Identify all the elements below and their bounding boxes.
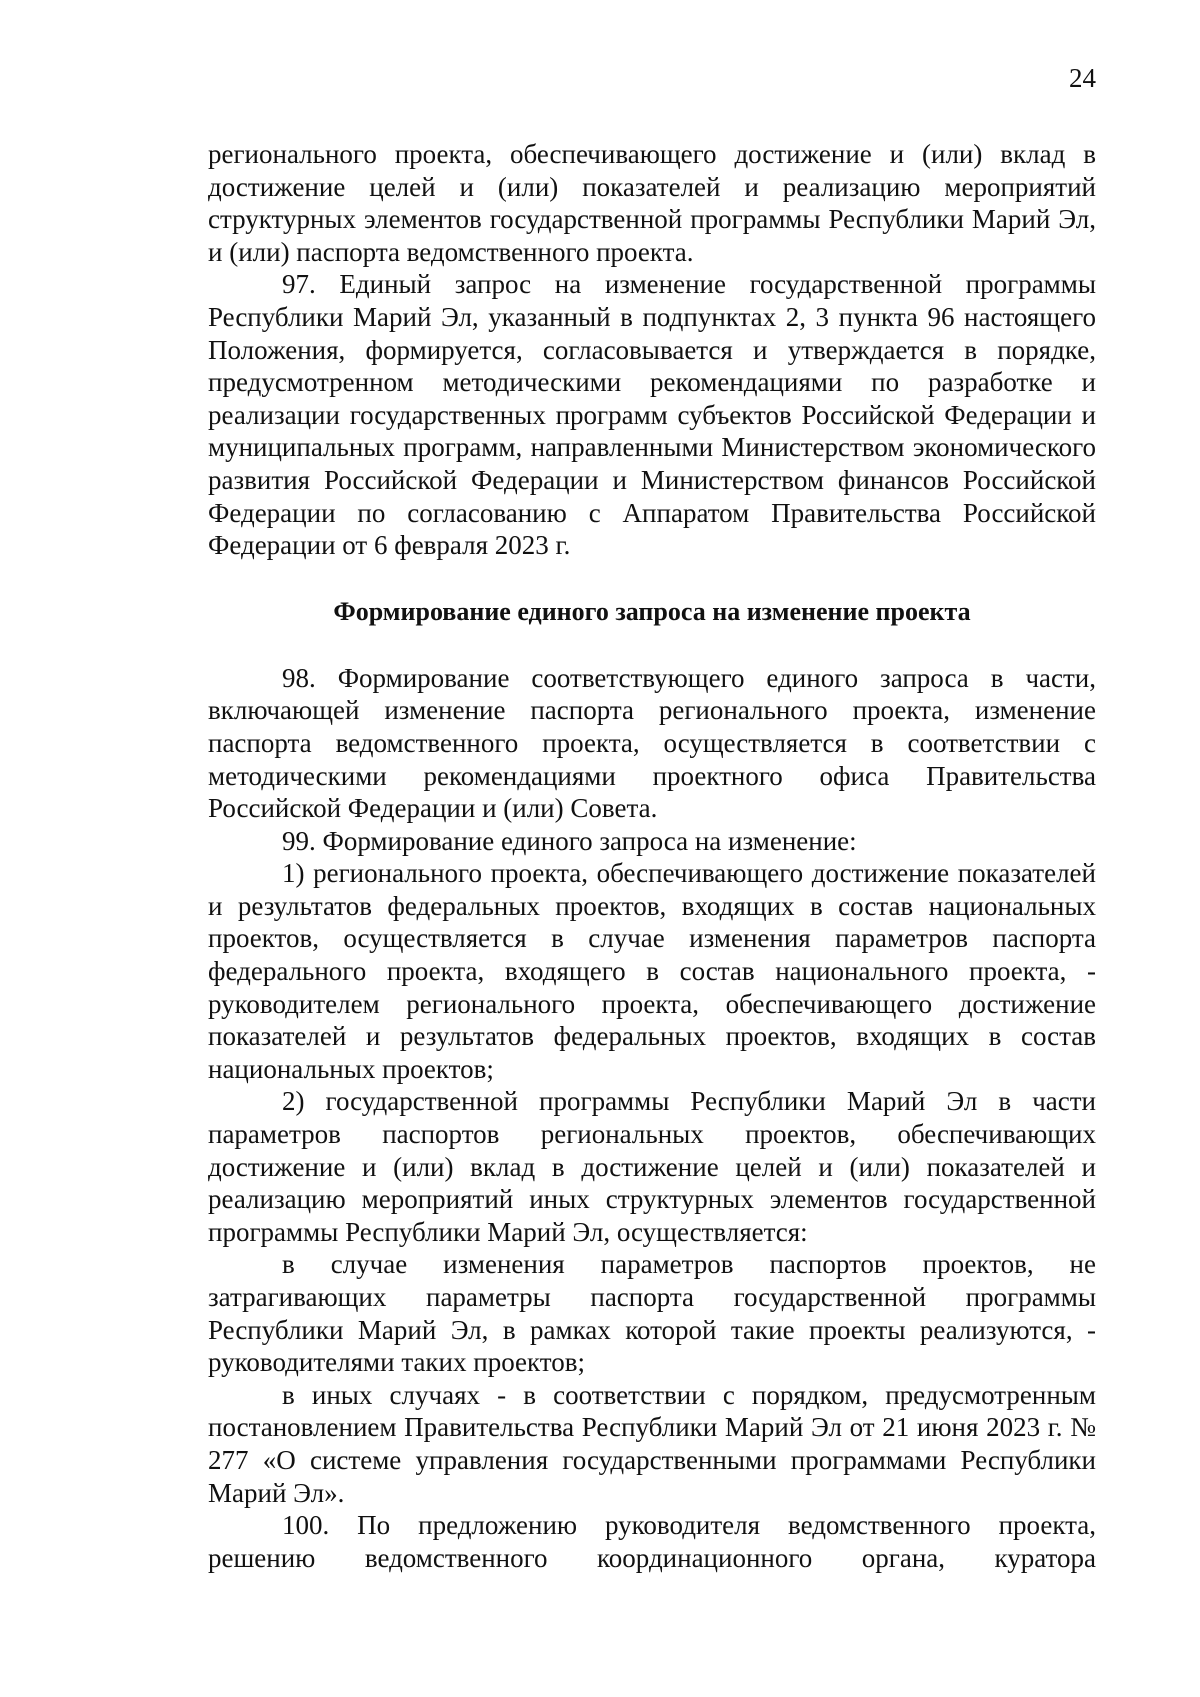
paragraph-100: 100. По предложению руководителя ведомственного проекта, решению ведомственного координационного органа, куратора: [208, 1510, 1096, 1573]
paragraph-99-item-2-case-a: в случае изменения параметров паспортов проектов, не затрагивающих параметры паспорта государственной программы Республики Марий Эл, в рамках которой такие проекты реализуются, - руководителями таких проектов;: [208, 1249, 1096, 1378]
paragraph-99-item-1: 1) регионального проекта, обеспечивающего достижение показателей и результатов федеральных проектов, входящих в состав национальных проектов, осуществляется в случае изменения параметров паспорта федерального проекта, входящего в состав национального проекта, - руководителем регионального проекта, обеспечивающего достижение показателей и результатов федеральных проектов, входящих в состав национальных проектов;: [208, 858, 1096, 1084]
paragraph-99: 99. Формирование единого запроса на изменение:: [282, 825, 857, 856]
paragraph-98: 98. Формирование соответствующего единого запроса в части, включающей изменение паспорта регионального проекта, изменение паспорта ведомственного проекта, осуществляется в соответствии с методическими рекомендациями проектного офиса Правительства Российской Федерации и (или) Совета.: [208, 662, 1096, 824]
page-number: 24: [1069, 63, 1096, 93]
paragraph-99-item-2: 2) государственной программы Республики Марий Эл в части параметров паспортов региональных проектов, обеспечивающих достижение и (или) вклад в достижение целей и (или) показателей и реализацию мероприятий иных структурных элементов государственной программы Республики Марий Эл, осуществляется:: [208, 1086, 1096, 1247]
paragraph-99-item-2-case-b: в иных случаях - в соответствии с порядком, предусмотренным постановлением Правительства Республики Марий Эл от 21 июня 2023 г. № 277 «О системе управления государственными программами Республики Марий Эл».: [208, 1379, 1096, 1508]
section-heading: Формирование единого запроса на изменение проекта: [333, 596, 971, 626]
document-body: [208, 138, 1096, 1574]
paragraph-97: 97. Единый запрос на изменение государственной программы Республики Марий Эл, указанный в подпунктах 2, 3 пункта 96 настоящего Положения, формируется, согласовывается и утверждается в порядке, предусмотренном методическими рекомендациями по разработке и реализации государственных программ субъектов Российской Федерации и муниципальных программ, направленными Министерством экономического развития Российской Федерации и Министерством финансов Российской Федерации по согласованию с Аппаратом Правительства Российской Федерации от 6 февраля 2023 г.: [208, 269, 1096, 561]
paragraph-continuation: регионального проекта, обеспечивающего достижение и (или) вклад в достижение целей и (или) показателей и реализацию мероприятий структурных элементов государственной программы Республики Марий Эл, и (или) паспорта ведомственного проекта.: [208, 139, 1096, 267]
